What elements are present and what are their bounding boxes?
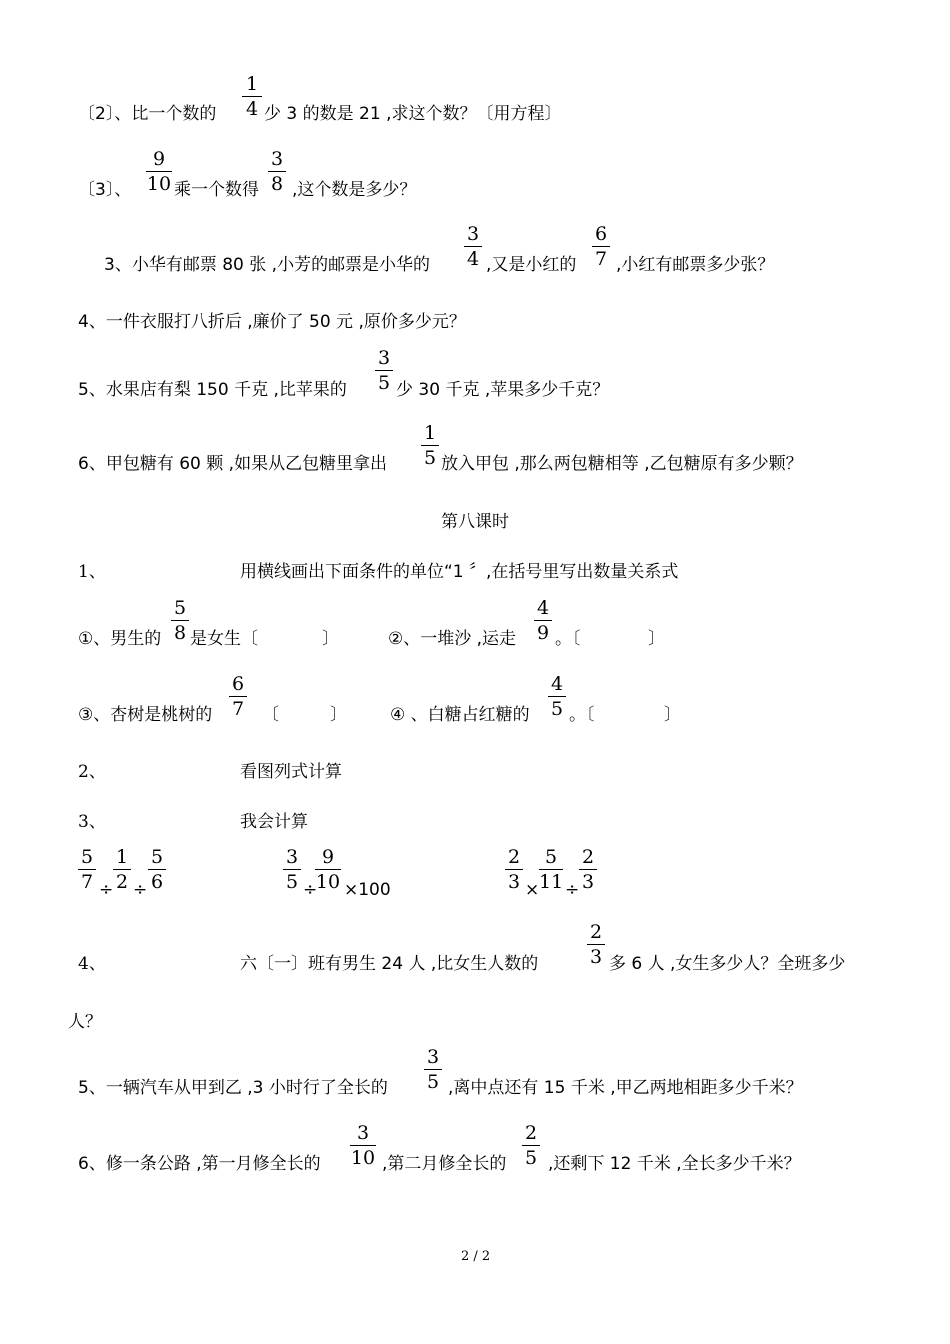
q2-fraction xyxy=(242,73,262,120)
numerator: 9 xyxy=(321,846,335,868)
denominator: 10 xyxy=(146,173,172,195)
c3-rest: 〔 xyxy=(262,705,279,725)
s4-fraction xyxy=(587,921,605,968)
p3-mid: ,又是小红的 xyxy=(486,255,577,275)
denominator: 3 xyxy=(507,871,521,893)
numerator: 4 xyxy=(550,673,564,695)
c3-label: ③、杏树是桃树的 xyxy=(78,705,213,725)
c4-label: ④ 、白糖占红糖的 xyxy=(390,705,530,725)
denominator: 3 xyxy=(589,946,603,968)
numerator: 5 xyxy=(150,846,164,868)
c3-close: 〕 xyxy=(330,705,347,725)
numerator: 6 xyxy=(594,223,608,245)
p3-fraction-1 xyxy=(464,223,482,270)
p3-rest: ,小红有邮票多少张？ xyxy=(616,255,775,275)
q2-rest: 少 3 的数是 21 ,求这个数？〔用方程〕 xyxy=(264,104,562,124)
denominator: 8 xyxy=(173,622,187,644)
q3a-fraction-2 xyxy=(268,148,286,195)
numerator: 1 xyxy=(245,73,259,95)
denominator: 4 xyxy=(245,98,259,120)
s4-number: 4、 xyxy=(78,954,106,974)
denominator: 5 xyxy=(426,1071,440,1093)
q3a-label: 〔3〕、 xyxy=(78,180,132,200)
numerator: 4 xyxy=(536,597,550,619)
numerator: 1 xyxy=(423,422,437,444)
p5-rest: 少 30 千克 ,苹果多少千克？ xyxy=(396,380,610,400)
s4-rest: 多 6 人 ,女生多少人？全班多少 xyxy=(609,954,846,974)
numerator: 2 xyxy=(581,846,595,868)
c4-fraction xyxy=(548,673,566,720)
c2-rest: 。〔 xyxy=(555,629,581,649)
calc3-operator-2: ÷ xyxy=(565,880,580,900)
c1-label: ①、男生的 xyxy=(78,629,162,649)
numerator: 1 xyxy=(115,846,129,868)
calc1-fraction-3 xyxy=(148,846,166,893)
q3a-fraction-1 xyxy=(146,148,172,195)
denominator: 7 xyxy=(80,871,94,893)
denominator: 10 xyxy=(350,1147,376,1169)
denominator: 7 xyxy=(594,248,608,270)
denominator: 7 xyxy=(231,698,245,720)
denominator: 2 xyxy=(115,871,129,893)
c3-fraction xyxy=(229,673,247,720)
s3-text: 我会计算 xyxy=(240,812,308,832)
numerator: 3 xyxy=(270,148,284,170)
calc1-operator-2: ÷ xyxy=(133,880,148,900)
p3-label: 3、小华有邮票 80 张 ,小芳的邮票是小华的 xyxy=(104,255,431,275)
denominator: 10 xyxy=(315,871,341,893)
calc3-fraction-2 xyxy=(539,846,563,893)
c2-label: ②、一堆沙 ,运走 xyxy=(388,629,517,649)
denominator: 5 xyxy=(524,1147,538,1169)
s5-rest: ,离中点还有 15 千米 ,甲乙两地相距多少千米？ xyxy=(448,1078,803,1098)
s5-fraction xyxy=(424,1046,442,1093)
c4-close: 〕 xyxy=(664,705,681,725)
calc3-fraction-3 xyxy=(579,846,597,893)
denominator: 6 xyxy=(150,871,164,893)
s3-number: 3、 xyxy=(78,812,106,832)
numerator: 5 xyxy=(80,846,94,868)
p6-fraction xyxy=(421,422,439,469)
p5-label: 5、水果店有梨 150 千克 ,比苹果的 xyxy=(78,380,347,400)
p3-fraction-2 xyxy=(592,223,610,270)
q2-label: 〔2〕、比一个数的 xyxy=(78,104,217,124)
denominator: 5 xyxy=(550,698,564,720)
p6-label: 6、甲包糖有 60 颗 ,如果从乙包糖里拿出 xyxy=(78,454,388,474)
numerator: 5 xyxy=(544,846,558,868)
s6-fraction-1 xyxy=(350,1122,376,1169)
denominator: 5 xyxy=(285,871,299,893)
calc1-operator-1: ÷ xyxy=(99,880,114,900)
denominator: 11 xyxy=(539,871,564,893)
s6-fraction-2 xyxy=(522,1122,540,1169)
numerator: 2 xyxy=(524,1122,538,1144)
c4-rest: 。〔 xyxy=(569,705,595,725)
s1-number: 1、 xyxy=(78,562,106,582)
p4-text: 4、一件衣服打八折后 ,廉价了 50 元 ,原价多少元？ xyxy=(78,312,466,332)
denominator: 9 xyxy=(536,622,550,644)
denominator: 4 xyxy=(466,248,480,270)
s4-label: 六〔一〕班有男生 24 人 ,比女生人数的 xyxy=(240,954,539,974)
numerator: 3 xyxy=(285,846,299,868)
c2-fraction xyxy=(534,597,552,644)
denominator: 5 xyxy=(423,447,437,469)
s6-rest: ,还剩下 12 千米 ,全长多少千米？ xyxy=(548,1154,801,1174)
calc2-tail: ×100 xyxy=(344,880,391,900)
q3a-rest: ,这个数是多少？ xyxy=(292,180,417,200)
numerator: 3 xyxy=(466,223,480,245)
numerator: 3 xyxy=(377,347,391,369)
calc2-fraction-2 xyxy=(315,846,341,893)
calc1-fraction-1 xyxy=(78,846,96,893)
c1-rest: 是女生〔 xyxy=(190,629,258,649)
denominator: 8 xyxy=(270,173,284,195)
calc2-operator-1: ÷ xyxy=(303,880,318,900)
section-title: 第八课时 xyxy=(441,512,509,532)
calc1-fraction-2 xyxy=(113,846,131,893)
numerator: 5 xyxy=(173,597,187,619)
denominator: 3 xyxy=(581,871,595,893)
page-number: 2 / 2 xyxy=(461,1249,491,1264)
s2-number: 2、 xyxy=(78,762,106,782)
s5-label: 5、一辆汽车从甲到乙 ,3 小时行了全长的 xyxy=(78,1078,388,1098)
q3a-mid: 乘一个数得 xyxy=(174,180,259,200)
numerator: 6 xyxy=(231,673,245,695)
denominator: 5 xyxy=(377,372,391,394)
s2-text: 看图列式计算 xyxy=(240,762,342,782)
c1-close: 〕 xyxy=(322,629,339,649)
c2-close: 〕 xyxy=(648,629,665,649)
calc3-fraction-1 xyxy=(505,846,523,893)
p5-fraction xyxy=(375,347,393,394)
s6-mid: ,第二月修全长的 xyxy=(382,1154,507,1174)
numerator: 3 xyxy=(356,1122,370,1144)
numerator: 9 xyxy=(152,148,166,170)
numerator: 2 xyxy=(507,846,521,868)
s1-text: 用横线画出下面条件的单位“1 〞,在括号里写出数量关系式 xyxy=(240,562,679,582)
calc3-operator-1: × xyxy=(525,880,540,900)
c1-fraction xyxy=(171,597,189,644)
s6-label: 6、修一条公路 ,第一月修全长的 xyxy=(78,1154,321,1174)
p6-rest: 放入甲包 ,那么两包糖相等 ,乙包糖原有多少颗？ xyxy=(441,454,803,474)
numerator: 2 xyxy=(589,921,603,943)
numerator: 3 xyxy=(426,1046,440,1068)
s4-wrap: 人？ xyxy=(68,1012,102,1032)
calc2-fraction-1 xyxy=(283,846,301,893)
